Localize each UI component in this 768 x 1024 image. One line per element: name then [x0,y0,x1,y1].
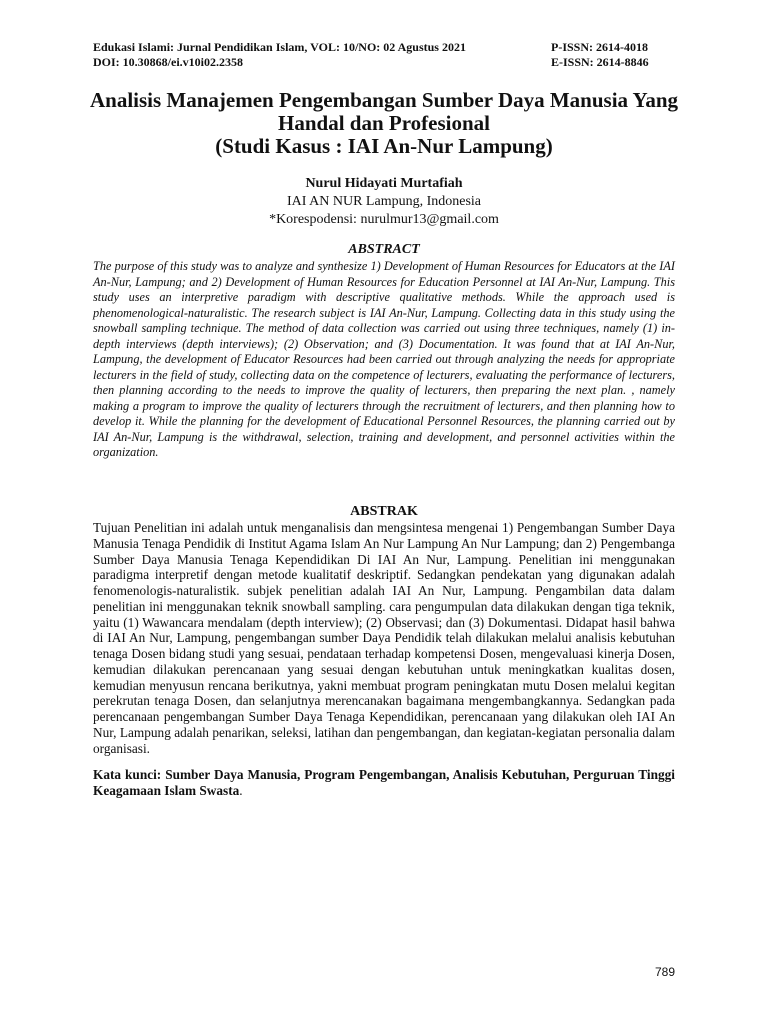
journal-citation: Edukasi Islami: Jurnal Pendidikan Islam, VOL: 10/NO: 02 Agustus 2021 [93,40,466,54]
abstract-text: The purpose of this study was to analyze and synthesize 1) Development of Human Resources for Educators at the IAI An-Nur, Lampung; and 2) Development of Human Resources for Education Personnel at IAI An-Nur, Lampung. This study uses an interpretive paradigm with descriptive qualitative methods. While the approach used is phenomenological-naturalistic. The research subject is IAI An-Nur, Lampung. Collecting data in this study using the snowball sampling technique. The method of data collection was carried out using three techniques, namely (1) in-depth interviews (depth interviews); (2) Observation; and (3) Documentation. It was found that at IAI An-Nur, Lampung, the development of Educator Resources had been carried out through analyzing the needs for appropriate lecturers in the field of study, collecting data on the competence of lecturers, evaluating the performance of lecturers, then planning according to the needs to improve the quality of lecturers, then preparing the next plan. , namely making a program to improve the quality of lecturers through the recruitment of lecturers, and then planning how to develop it. While the planning for the development of Educational Personnel Resources, the planning carried out by IAI An-Nur, Lampung is the withdrawal, selection, training and development, and personnel activities within the organization. [93,259,675,459]
author-block [40,175,728,229]
doi: DOI: 10.30868/ei.v10i02.2358 [93,55,243,69]
author-affiliation: IAI AN NUR Lampung, Indonesia [286,194,482,209]
print-issn: P-ISSN: 2614-4018 [551,40,649,54]
title-line-1: Analisis Manajemen Pengembangan Sumber Daya Manusia Yang [89,88,679,112]
electronic-issn: E-ISSN: 2614-8846 [551,55,649,69]
abstrak-heading: ABSTRAK [350,504,418,519]
running-header [93,40,661,70]
keywords [93,767,675,799]
correspondence-email: *Korespodensi: nurulmur13@gmail.com [269,212,499,227]
keywords-text: Kata kunci: Sumber Daya Manusia, Program Pengembangan, Analisis Kebutuhan, Perguruan Tinggi Keagamaan Islam Swasta [93,767,675,798]
title-line-2: Handal dan Profesional [278,111,490,135]
abstrak-text: Tujuan Penelitian ini adalah untuk menganalisis dan mengsintesa mengenai 1) Pengembangan Sumber Daya Manusia Tenaga Pendidik di Institut Agama Islam An Nur Lampung An Nur Lampung; dan 2) Pengembanga Sumber Daya Manusia Tenaga Kependidikan Di IAI An Nur, Lampung. Penelitian ini menggunakan paradigma interpretif dengan metode kualitatif deskriptif. Sedangkan pendekatan yang digunakan adalah fenomenologis-naturalistik. subjek penelitian adalah IAI An Nur, Lampung. Pengambilan data dalam penelitian ini menggunakan teknik snowball sampling. cara pengumpulan data dilakukan dengan tiga teknik, yaitu (1) Wawancara mendalam (depth interview); (2) Observasi; dan (3) Dokumentasi. Didapat hasil bahwa di IAI An Nur, Lampung, pengembangan sumber Daya Pendidik telah dilakukan melalui analisis kebutuhan tenaga Dosen bidang studi yang sesuai, pendataan terhadap kompetensi Dosen, mengevaluasi kinerja Dosen, kemudian dilakukan perencanaan yang sesuai dengan kebutuhan untuk meningkatkan kualitas dosen, kemudian menyusun rencana berikutnya, yakni membuat program peningkatan mutu Dosen melalui kegitan perekrutan tenaga Dosen, dan selanjutnya merencanakan bagaimana mengembangkannya. Sedangkan pada perencanaan pengembangan Sumber Daya Tenaga Kependidikan, perencanaan yang dilakukan oleh IAI An Nur, Lampung adalah penarikan, seleksi, latihan dan pengembangan, dan kegiatan-kegiatan personalia dalam organisasi. [93,520,675,756]
abstract-heading: ABSTRACT [348,242,420,257]
author-name: Nurul Hidayati Murtafiah [305,176,463,191]
page-number: 789 [654,965,675,979]
title-line-3: (Studi Kasus : IAI An-Nur Lampung) [215,134,553,158]
paper-title [40,89,728,158]
keywords-suffix: . [239,783,243,798]
